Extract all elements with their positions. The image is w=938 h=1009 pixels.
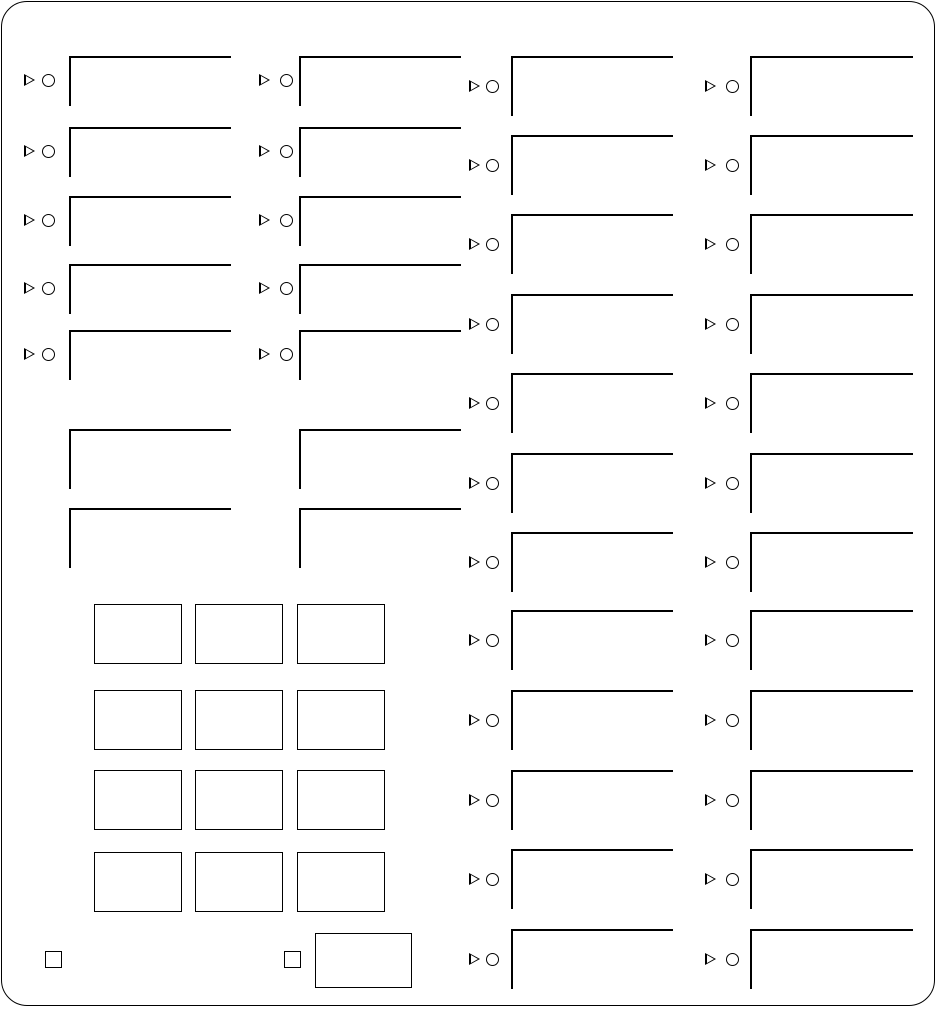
play-indicator-icon	[705, 477, 716, 489]
extra-key[interactable]	[315, 933, 412, 988]
play-indicator-icon	[469, 318, 480, 330]
label-field[interactable]	[750, 770, 913, 830]
play-indicator-icon	[469, 634, 480, 646]
label-field[interactable]	[299, 264, 461, 314]
play-indicator-icon	[259, 214, 270, 226]
label-field[interactable]	[299, 330, 461, 380]
led-indicator-icon	[42, 348, 55, 361]
led-indicator-icon	[726, 714, 739, 727]
led-indicator-icon	[726, 159, 739, 172]
play-indicator-icon	[24, 214, 35, 226]
label-field[interactable]	[299, 429, 461, 489]
keypad-key[interactable]	[195, 770, 283, 830]
keypad-key[interactable]	[195, 852, 283, 912]
keypad-key[interactable]	[297, 852, 385, 912]
play-indicator-icon	[705, 397, 716, 409]
play-indicator-icon	[469, 477, 480, 489]
led-indicator-icon	[280, 145, 293, 158]
checkbox[interactable]	[284, 951, 301, 968]
label-field[interactable]	[750, 56, 913, 116]
play-indicator-icon	[469, 794, 480, 806]
play-indicator-icon	[469, 159, 480, 171]
label-field[interactable]	[750, 373, 913, 433]
led-indicator-icon	[486, 634, 499, 647]
led-indicator-icon	[280, 214, 293, 227]
led-indicator-icon	[726, 397, 739, 410]
led-indicator-icon	[42, 145, 55, 158]
label-field[interactable]	[511, 56, 673, 116]
led-indicator-icon	[486, 318, 499, 331]
led-indicator-icon	[486, 238, 499, 251]
keypad-key[interactable]	[94, 690, 182, 750]
label-field[interactable]	[511, 690, 673, 750]
label-field[interactable]	[299, 56, 461, 106]
led-indicator-icon	[280, 348, 293, 361]
led-indicator-icon	[486, 794, 499, 807]
play-indicator-icon	[705, 318, 716, 330]
label-field[interactable]	[69, 196, 231, 246]
led-indicator-icon	[726, 634, 739, 647]
keypad-key[interactable]	[297, 690, 385, 750]
play-indicator-icon	[469, 556, 480, 568]
play-indicator-icon	[469, 953, 480, 965]
play-indicator-icon	[469, 238, 480, 250]
label-field[interactable]	[750, 294, 913, 354]
play-indicator-icon	[705, 556, 716, 568]
label-field[interactable]	[750, 610, 913, 670]
led-indicator-icon	[486, 477, 499, 490]
label-field[interactable]	[511, 532, 673, 592]
label-field[interactable]	[511, 214, 673, 274]
led-indicator-icon	[280, 282, 293, 295]
led-indicator-icon	[42, 282, 55, 295]
led-indicator-icon	[486, 873, 499, 886]
label-field[interactable]	[69, 264, 231, 314]
label-field[interactable]	[299, 127, 461, 177]
play-indicator-icon	[705, 238, 716, 250]
led-indicator-icon	[486, 397, 499, 410]
play-indicator-icon	[24, 74, 35, 86]
led-indicator-icon	[726, 873, 739, 886]
keypad-key[interactable]	[195, 690, 283, 750]
keypad-key[interactable]	[94, 852, 182, 912]
label-field[interactable]	[69, 330, 231, 380]
play-indicator-icon	[705, 159, 716, 171]
checkbox[interactable]	[45, 951, 62, 968]
play-indicator-icon	[259, 348, 270, 360]
label-field[interactable]	[511, 929, 673, 989]
led-indicator-icon	[42, 74, 55, 87]
label-field[interactable]	[511, 453, 673, 513]
led-indicator-icon	[726, 556, 739, 569]
label-field[interactable]	[69, 127, 231, 177]
led-indicator-icon	[486, 80, 499, 93]
label-field[interactable]	[511, 373, 673, 433]
label-field[interactable]	[750, 690, 913, 750]
led-indicator-icon	[726, 477, 739, 490]
led-indicator-icon	[42, 214, 55, 227]
play-indicator-icon	[705, 873, 716, 885]
play-indicator-icon	[259, 145, 270, 157]
keypad-key[interactable]	[94, 604, 182, 664]
play-indicator-icon	[24, 145, 35, 157]
play-indicator-icon	[469, 873, 480, 885]
play-indicator-icon	[705, 634, 716, 646]
label-field[interactable]	[511, 610, 673, 670]
led-indicator-icon	[486, 714, 499, 727]
keypad-key[interactable]	[195, 604, 283, 664]
led-indicator-icon	[726, 794, 739, 807]
keypad-key[interactable]	[94, 770, 182, 830]
play-indicator-icon	[469, 714, 480, 726]
label-field[interactable]	[69, 56, 231, 106]
led-indicator-icon	[486, 953, 499, 966]
led-indicator-icon	[486, 159, 499, 172]
play-indicator-icon	[705, 953, 716, 965]
led-indicator-icon	[280, 74, 293, 87]
label-field[interactable]	[511, 135, 673, 195]
label-field[interactable]	[750, 453, 913, 513]
label-field[interactable]	[299, 508, 461, 568]
play-indicator-icon	[469, 397, 480, 409]
label-field[interactable]	[750, 135, 913, 195]
label-field[interactable]	[511, 294, 673, 354]
led-indicator-icon	[726, 318, 739, 331]
led-indicator-icon	[726, 80, 739, 93]
led-indicator-icon	[726, 238, 739, 251]
play-indicator-icon	[24, 348, 35, 360]
play-indicator-icon	[259, 74, 270, 86]
label-field[interactable]	[69, 508, 231, 568]
play-indicator-icon	[705, 80, 716, 92]
label-field[interactable]	[750, 849, 913, 909]
play-indicator-icon	[705, 794, 716, 806]
led-indicator-icon	[486, 556, 499, 569]
label-field[interactable]	[299, 196, 461, 246]
keypad-key[interactable]	[297, 604, 385, 664]
label-field[interactable]	[750, 532, 913, 592]
label-field[interactable]	[511, 849, 673, 909]
label-field[interactable]	[69, 429, 231, 489]
keypad-key[interactable]	[297, 770, 385, 830]
play-indicator-icon	[24, 282, 35, 294]
label-field[interactable]	[750, 929, 913, 989]
play-indicator-icon	[469, 80, 480, 92]
label-field[interactable]	[750, 214, 913, 274]
play-indicator-icon	[259, 282, 270, 294]
play-indicator-icon	[705, 714, 716, 726]
led-indicator-icon	[726, 953, 739, 966]
label-field[interactable]	[511, 770, 673, 830]
